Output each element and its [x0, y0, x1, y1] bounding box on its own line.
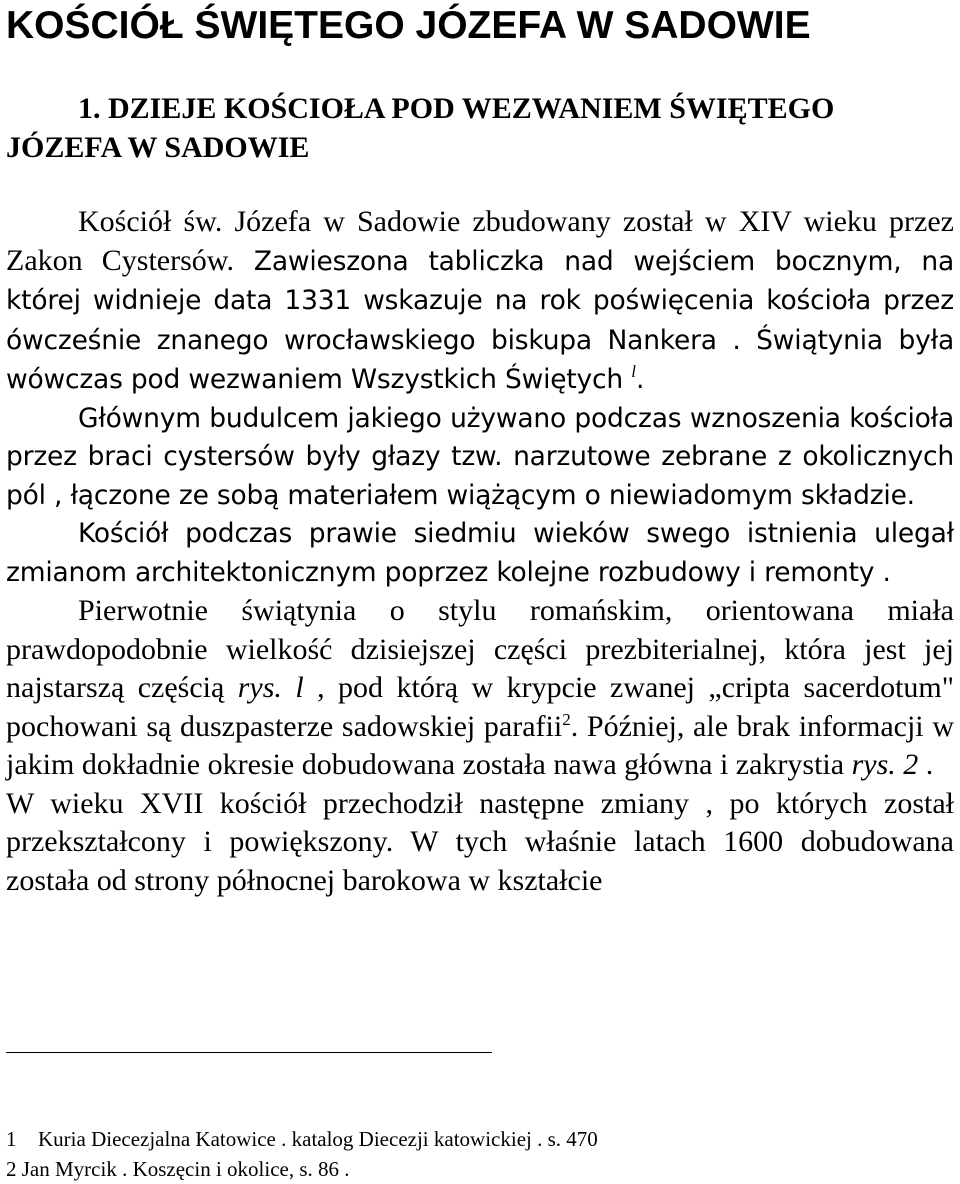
section-title: DZIEJE KOŚCIOŁA POD WEZWANIEM ŚWIĘTEGO JÓZEFA W SADOWIE	[6, 92, 835, 164]
paragraph-1	[6, 203, 954, 400]
paragraph-3: Kościół podczas prawie siedmiu wieków swego istnienia ulegał zmianom architektonicznym poprzez kolejne rozbudowy i remonty .	[6, 518, 954, 588]
footnote-text: Jan Myrcik . Koszęcin i okolice, s. 86 .	[21, 1157, 350, 1181]
paragraph-1-serif-text: Kościół św. Józefa w Sadowie zbudowany został w XIV wieku przez Zakon Cystersów.	[6, 205, 954, 277]
document-title: KOŚCIÓŁ ŚWIĘTEGO JÓZEFA W SADOWIE	[6, 4, 811, 47]
paragraph-5: W wieku XVII kościół przechodził następne zmiany , po których został przekształcony i powiększony. W tych właśnie latach 1600 dobudowana została od strony północnej barokowa w kształcie	[6, 786, 954, 897]
paragraph-4-text-b: , pod którą w krypcie zwanej „cripta sacerdotum" pochowani są duszpasterze sadowskiej parafii	[6, 671, 955, 743]
paragraph-2: Głównym budulcem jakiego używano podczas wznoszenia kościoła przez braci cystersów były głazy tzw. narzutowe zebrane z okolicznych pól , łączone ze sobą materiałem wiążącym o niewiadomym składzie.	[6, 402, 954, 511]
footnote-number: 2	[6, 1157, 17, 1181]
paragraph-4-text-a: Pierwotnie świątynia o stylu romańskim, orientowana miała prawdopodobnie wielkość dzisiejszej części prezbiterialnej, która jest jej najstarszą częścią	[6, 594, 954, 704]
figure-ref-1: rys. l	[237, 671, 304, 704]
document-page	[6, 0, 955, 1181]
paragraph-4	[6, 592, 954, 785]
footnote-ref-2: 2	[562, 709, 571, 729]
footnote-text: Kuria Diecezjalna Katowice . katalog Diecezji katowickiej . s. 470	[38, 1127, 598, 1151]
paragraph-1-sans-text: Zawieszona tabliczka nad wejściem bocznym, na której widnieje data 1331 wskazuje na rok poświęcenia kościoła przez ówcześnie znanego wrocławskiego biskupa Nankera . Świątynia była wówczas pod wezwaniem Wszystkich Świętych	[6, 245, 955, 395]
footnote-ref-1: l	[631, 362, 636, 381]
paragraph-4-text-c: . Później, ale brak informacji w jakim dokładnie okresie dobudowana została nawa główna i zakrystia	[6, 709, 954, 781]
footnote-separator	[6, 1052, 492, 1053]
footnote-number: 1	[6, 1127, 17, 1151]
footnotes	[6, 1124, 598, 1184]
paragraph-4-text-d: .	[918, 748, 934, 781]
footnote-1	[6, 1124, 598, 1154]
section-heading	[6, 89, 954, 167]
footnote-2	[6, 1154, 598, 1184]
section-number: 1.	[78, 92, 101, 125]
figure-ref-2: rys. 2	[851, 748, 919, 781]
paragraph-1-end: .	[635, 364, 645, 395]
